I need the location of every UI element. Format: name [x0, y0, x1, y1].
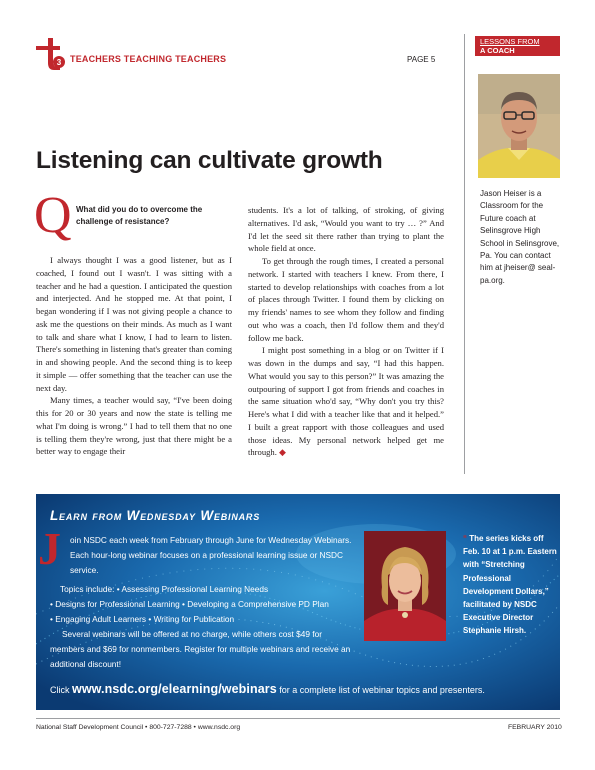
interview-question: What did you do to overcome the challenge of resistance? — [76, 205, 203, 226]
paragraph: I always thought I was a good listener, but as I coached, I found out I wasn't. I was sitting with a teacher and he had a question. I anticipated the question and interjected. And he stopped me. At that point, I began wondering if I was not giving people a chance to ask me the questions on their minds. As much as I want to talk and share what I know, I had to learn to listen. There's something in listening that's greater than coming in and showing people. And the second thing is to keep it simple — offer something that the teacher can use the next day. — [36, 255, 232, 393]
footer-org-info: National Staff Development Council • 800-727-7288 • www.nsdc.org — [36, 724, 241, 731]
webinar-pricing: Several webinars will be offered at no charge, while others cost $49 for members and $69 for nonmembers. Register for multiple webinars and receive an additional discount! — [50, 629, 351, 670]
brand-name: TEACHERS TEACHING TEACHERS — [70, 54, 227, 64]
paragraph: To get through the rough times, I created a personal network. I started with teachers I knew. From there, I started to develop relationships with coaches from a lot of places through Twitter. I found them by clicking on my friends' names to see whom they follow and finding out who was a coach, then I'd follow them and they'd follow me back. — [248, 256, 444, 343]
article-column-1 — [36, 254, 232, 458]
webinar-drop-letter: J — [38, 523, 61, 574]
paragraph: Many times, a teacher would say, “I've been doing this for 20 or 30 years and now the state is telling me what I'm doing is wrong.” I had to tell them that no one is telling them they're wrong, just that there might be a better way to engage their — [36, 395, 232, 457]
webinar-link[interactable]: www.nsdc.org/elearning/webinars — [72, 682, 277, 696]
presenter-photo — [364, 531, 446, 641]
paragraph: students. It's a lot of talking, of stroking, of giving alternatives. I'd ask, “Would you want to try … ?” And I'd let the seed sit there rather than trying to plant the whole field at once. — [248, 205, 444, 254]
webinar-intro: oin NSDC each week from February through June for Wednesday Webinars. Each hour-long webinar focuses on a professional learning issue or NSDC service. — [70, 535, 352, 576]
question-drop-letter: Q — [34, 187, 72, 244]
webinar-kickoff-note — [463, 532, 557, 638]
paragraph — [248, 344, 444, 459]
article-title: Listening can cultivate growth — [36, 147, 383, 174]
cta-prefix: Click — [50, 685, 72, 695]
topic-bullet-line: • Designs for Professional Learning • Developing a Comprehensive PD Plan — [50, 599, 329, 609]
footer-date: FEBRUARY 2010 — [508, 724, 562, 731]
webinar-call-to-action — [50, 682, 485, 696]
section-tag-line1: LESSONS FROM — [480, 37, 540, 46]
svg-text:3: 3 — [56, 58, 62, 67]
article-column-2 — [248, 204, 444, 459]
t3-logo-icon — [34, 36, 66, 70]
quote-mark-icon: “ — [463, 534, 467, 543]
webinar-topics — [60, 582, 268, 597]
paragraph-text: I might post something in a blog or on Twitter if I was down in the dumps and say, “I had this happen. What would you say to this person?” It was amazing the outpouring of support I got from friends and coaches in the same situation who'd say, “Why don't you try this? Here's what I did with a teacher like that and it helped.” I built a great rapport with those colleagues and used those ideas. My personal network helped get me through. — [248, 345, 444, 458]
topic-bullet-line: • Engaging Adult Learners • Writing for Publication — [50, 614, 235, 624]
coach-photo — [478, 74, 560, 178]
webinar-title: Learn from Wednesday Webinars — [50, 508, 261, 523]
section-tag — [475, 36, 560, 56]
sidebar-divider — [464, 34, 465, 474]
section-tag-line2: A COACH — [480, 46, 515, 55]
topic-bullet: • Assessing Professional Learning Needs — [116, 584, 269, 594]
kickoff-text: The series kicks off Feb. 10 at 1 p.m. Eastern with “Stretching Professional Development Dollars,” facilitated by NSDC Executive Director Stephanie Hirsh. — [463, 534, 557, 636]
coach-caption: Jason Heiser is a Classroom for the Future coach at Selinsgrove High School in Selinsgrove, Pa. You can contact him at jheiser@ seal-pa.org. — [480, 189, 560, 285]
topics-label: Topics include: — [60, 584, 117, 594]
page-number: PAGE 5 — [407, 55, 436, 64]
cta-suffix: for a complete list of webinar topics and presenters. — [276, 685, 485, 695]
footer-divider — [36, 718, 560, 719]
end-mark-icon: ◆ — [279, 447, 286, 458]
